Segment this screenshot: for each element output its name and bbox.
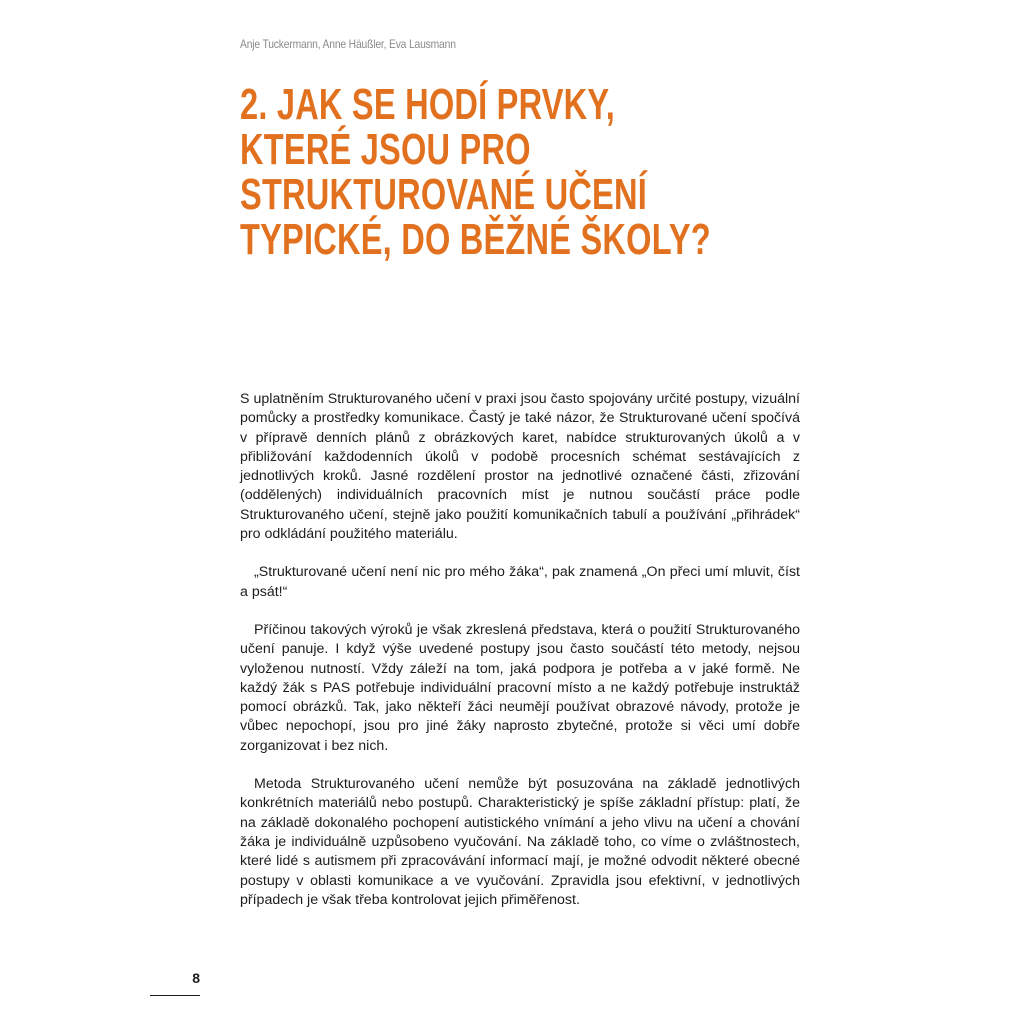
body-paragraph: Metoda Strukturovaného učení nemůže být posuzována na základě jednotlivých konkrétních materiálů nebo postupů. Charakteristický je spíše základní přístup: platí, že na základě dokonalého pochopení autistického vnímání a jeho vlivu na učení a chování žáka je individuálně uzpůsobeno vyučování. Na základě toho, co víme o zvláštnostech, které lidé s autismem při zpracovávání informací mají, je možné odvodit některé obecné postupy v oblasti komunikace a ve vyučování. Zpravidla jsou efektivní, v jednotlivých případech je však třeba kontrolovat jejich přiměřenost.	[240, 776, 800, 908]
body-paragraph: Příčinou takových výroků je však zkreslená představa, která o použití Strukturovaného učení panuje. I když výše uvedené postupy jsou často součástí této metody, nejsou vyloženou nutností. Vždy záleží na tom, jaká podpora je potřeba a v jaké formě. Ne každý žák s PAS potřebuje individuální pracovní místo a ne každý potřebuje instruktáž pomocí obrázků. Tak, jako někteří žáci neumějí používat obrazové návody, protože je vůbec nepochopí, jsou pro jiné žáky naprosto zbytečné, protože si věci umí dobře zorganizovat i bez nich.	[240, 621, 800, 754]
chapter-title-line: KTERÉ JSOU PRO	[240, 125, 531, 174]
body-paragraph: S uplatněním Strukturovaného učení v praxi jsou často spojovány určité postupy, vizuální pomůcky a prostředky komunikace. Častý je také názor, že Strukturované učení spočívá v přípravě denních plánů z obrázkových karet, nabídce strukturovaných úkolů a v přibližování každodenních úkolů v podobě procesních schémat sestávajících z jednotlivých kroků. Jasné rozdělení prostor na jednotlivé označené části, zřizování (oddělených) individuálních pracovních míst je nutnou součástí práce podle Strukturovaného učení, stejně jako použití komunikačních tabulí a používání „přihrádek“ pro odkládání použitého materiálu.	[240, 391, 800, 543]
page-number-rule	[150, 995, 200, 996]
body-paragraph: „Strukturované učení není nic pro mého žáka“, pak znamená „On přeci umí mluvit, číst a psát!“	[240, 564, 800, 600]
running-header-authors: Anje Tuckermann, Anne Häußler, Eva Lausmann	[240, 37, 456, 51]
chapter-title	[240, 82, 880, 262]
chapter-title-line: STRUKTUROVANÉ UČENÍ	[240, 170, 648, 219]
chapter-title-line: 2. JAK SE HODÍ PRVKY,	[240, 80, 616, 129]
chapter-title-line: TYPICKÉ, DO BĚŽNÉ ŠKOLY?	[240, 215, 711, 264]
body-text	[240, 390, 800, 929]
page-number: 8	[192, 970, 200, 986]
